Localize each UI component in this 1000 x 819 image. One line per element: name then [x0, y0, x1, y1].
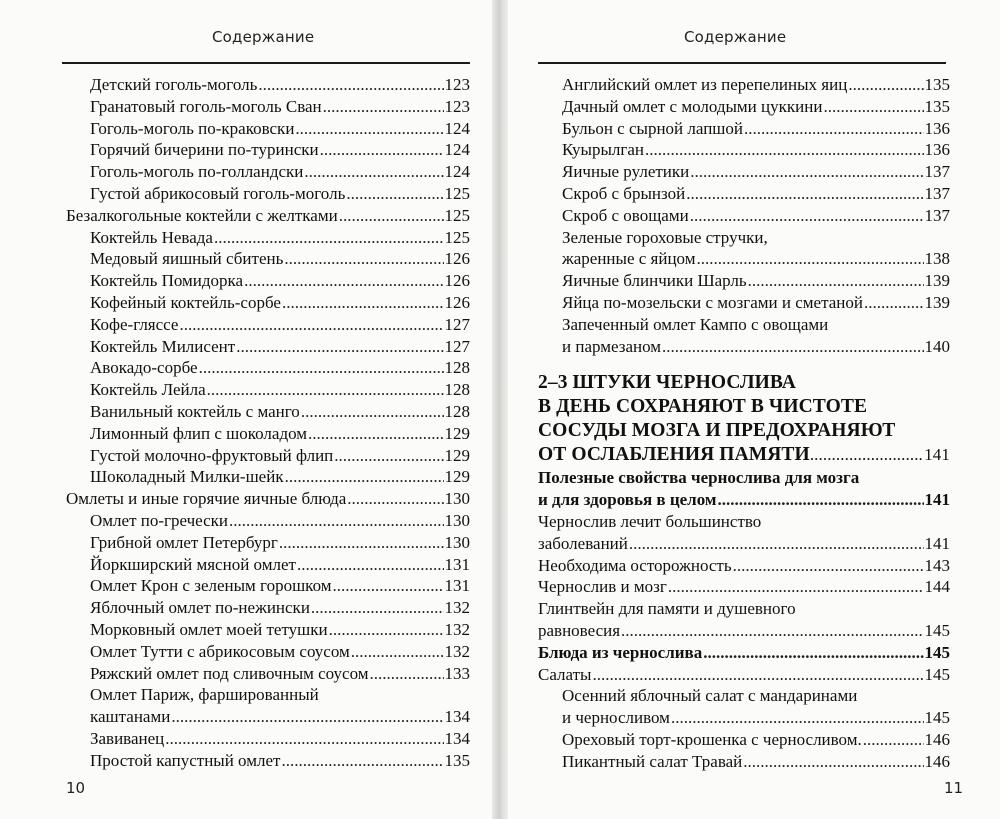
toc-entry	[66, 118, 470, 140]
toc-entry	[538, 205, 950, 227]
toc-entry-title: Коктейль Милисент	[90, 336, 236, 356]
toc-entry	[66, 314, 470, 336]
dot-leader	[323, 96, 444, 118]
dot-leader	[346, 183, 443, 205]
toc-entry	[538, 467, 950, 489]
toc-entry	[66, 270, 470, 292]
toc-entry	[538, 707, 950, 729]
dot-leader	[717, 489, 923, 511]
toc-entry-title: Густой абрикосовый гоголь-моголь	[90, 183, 346, 203]
toc-entry-title: Чернослив лечит большинство	[538, 511, 762, 531]
page-number: 10	[66, 779, 86, 797]
toc-entry	[66, 401, 470, 423]
toc-entry-title: Гоголь-моголь по-голландски	[90, 162, 304, 182]
toc-entry-page: 125	[444, 227, 470, 247]
toc-entry-page: 129	[444, 445, 470, 465]
dot-leader	[703, 642, 923, 664]
toc-entry	[66, 575, 470, 597]
toc-entry	[538, 533, 950, 555]
toc-entry-page: 135	[924, 75, 950, 94]
toc-entry	[538, 314, 950, 336]
toc-entry-title: Кофейный коктейль-сорбе	[90, 292, 281, 312]
left-page	[0, 0, 492, 819]
toc-entry-title: Горячий бичерини по-турински	[90, 140, 319, 160]
toc-entry-title: жаренные с яйцом	[562, 249, 696, 269]
toc-entry-title: Пикантный салат Травай	[562, 751, 743, 771]
toc-entry-title: Гранатовый гоголь-моголь Сван	[90, 96, 322, 116]
toc-entry-page: 125	[444, 205, 470, 225]
toc-entry	[66, 684, 470, 706]
toc-entry	[538, 227, 950, 249]
dot-leader	[351, 641, 444, 663]
dot-leader	[244, 270, 443, 292]
toc-entry	[538, 576, 950, 598]
toc-entry-title: Йоркширский мясной омлет	[90, 554, 296, 574]
dot-leader	[282, 292, 444, 314]
toc-entry-title: и пармезаном	[562, 336, 662, 356]
toc-entry	[538, 74, 950, 96]
toc-entry	[66, 619, 470, 641]
toc-entry	[66, 445, 470, 467]
toc-entry-page: 130	[444, 532, 470, 552]
toc-entry	[66, 423, 470, 445]
dot-leader	[304, 161, 443, 183]
toc-entry-title: Омлет Тутти с абрикосовым соусом	[90, 641, 350, 661]
header-rule	[538, 62, 946, 64]
toc-entry-page: 124	[444, 118, 470, 138]
toc-entry-title: Осенний яблочный салат с мандаринами	[562, 686, 858, 706]
dot-leader	[592, 664, 923, 686]
toc-entry-page: 139	[924, 292, 950, 312]
dot-leader	[214, 227, 444, 249]
toc-entry-title: Яйца по-мозельски с мозгами и сметаной	[562, 292, 863, 312]
toc-entry-page: 127	[444, 314, 470, 334]
dot-leader	[733, 555, 924, 577]
toc-entry-page: 124	[444, 162, 470, 182]
toc-entry	[66, 466, 470, 488]
toc-entry-page: 126	[444, 249, 470, 269]
dot-leader	[629, 533, 924, 555]
dot-leader	[823, 96, 923, 118]
dot-leader	[295, 118, 443, 140]
dot-leader	[284, 248, 443, 270]
toc-entry-title: Омлеты и иные горячие яичные блюда	[66, 489, 347, 509]
toc-entry-page: 145	[924, 708, 950, 728]
toc-entry	[66, 183, 470, 205]
dot-leader	[279, 532, 444, 554]
right-page	[508, 0, 1000, 819]
toc-entry-title: Омлет Крон с зеленым горошком	[90, 576, 332, 596]
toc-entry	[538, 729, 950, 751]
toc-entry-title: каштанами	[90, 707, 171, 727]
toc-entry	[66, 139, 470, 161]
dot-leader	[347, 488, 443, 510]
toc-entry-title: Детский гоголь-моголь	[90, 75, 258, 94]
toc-entry-page: 146	[924, 729, 950, 749]
toc-entry-title: Глинтвейн для памяти и душевного	[538, 599, 796, 619]
dot-leader	[207, 379, 444, 401]
toc-entry-page: 124	[444, 140, 470, 160]
toc-entry-page: 123	[444, 96, 470, 116]
toc-entry	[538, 664, 950, 686]
toc-entry-title: Грибной омлет Петербург	[90, 532, 278, 552]
toc-entry-page: 130	[444, 489, 470, 509]
toc-entry-page: 134	[444, 728, 470, 748]
dot-leader	[165, 728, 443, 750]
toc-entry-title: Медовый яишный сбитень	[90, 249, 284, 269]
toc-list	[66, 74, 470, 772]
toc-entry	[66, 227, 470, 249]
toc-entry-title: Завиванец	[90, 728, 165, 748]
toc-entry	[538, 685, 950, 707]
toc-entry-title: Блюда из чернослива	[538, 642, 703, 662]
toc-entry	[538, 161, 950, 183]
dot-leader	[229, 510, 443, 532]
toc-entry-title: Авокадо-сорбе	[90, 358, 198, 378]
toc-entry	[538, 248, 950, 270]
page-number: 11	[944, 779, 964, 797]
toc-entry	[538, 118, 950, 140]
dot-leader	[697, 248, 924, 270]
chapter-heading-line	[538, 443, 950, 467]
chapter-heading-line: СОСУДЫ МОЗГА И ПРЕДОХРАНЯЮТ	[538, 420, 896, 442]
dot-leader	[864, 292, 924, 314]
toc-entry-title: заболеваний	[538, 533, 628, 553]
dot-leader	[311, 597, 444, 619]
toc-entry	[66, 488, 470, 510]
dot-leader	[320, 139, 444, 161]
toc-entry-title: Омлет Париж, фаршированный	[90, 685, 319, 705]
toc-entry-title: Морковный омлет моей тетушки	[90, 619, 328, 639]
toc-entry-title: Яичные рулетики	[562, 162, 690, 182]
toc-entry-title: Омлет по-гречески	[90, 510, 229, 530]
toc-entry-title: Яичные блинчики Шарль	[562, 271, 747, 291]
toc-entry-title: Необходима осторожность	[538, 555, 732, 575]
toc-entry-title: Скроб с брынзой	[562, 183, 686, 203]
chapter-heading-line: В ДЕНЬ СОХРАНЯЮТ В ЧИСТОТЕ	[538, 396, 868, 418]
running-header: Содержание	[684, 28, 787, 46]
toc-entry-title: Ряжский омлет под сливочным соусом	[90, 663, 369, 683]
toc-entry-page: 125	[444, 183, 470, 203]
toc-entry	[66, 728, 470, 750]
dot-leader	[281, 750, 443, 772]
dot-leader	[748, 270, 924, 292]
toc-entry	[66, 379, 470, 401]
dot-leader	[810, 443, 924, 467]
chapter-heading	[538, 371, 950, 467]
toc-entry	[538, 751, 950, 773]
toc-entry-page: 140	[924, 336, 950, 356]
dot-leader	[863, 729, 924, 751]
toc-entry-title: Запеченный омлет Кампо с овощами	[562, 314, 829, 334]
toc-entry-page: 132	[444, 619, 470, 639]
dot-leader	[744, 118, 924, 140]
toc-entry-title: Кофе-гляссе	[90, 314, 179, 334]
toc-entry	[538, 642, 950, 664]
dot-leader	[662, 336, 923, 358]
toc-entry	[66, 750, 470, 772]
toc-entry-page: 141	[924, 490, 950, 510]
toc-entry-title: Яблочный омлет по-нежински	[90, 598, 310, 618]
toc-entry-title: и для здоровья в целом	[538, 490, 717, 510]
toc-entry-page: 133	[444, 663, 470, 683]
dot-leader	[285, 466, 444, 488]
dot-leader	[199, 357, 444, 379]
toc-entry-page: 146	[924, 751, 950, 771]
toc-entry-page: 123	[444, 75, 470, 94]
toc-entry-page: 128	[444, 380, 470, 400]
toc-entry-title: Английский омлет из перепелиных яиц	[562, 75, 848, 94]
toc-entry	[66, 706, 470, 728]
dot-leader	[334, 445, 443, 467]
dot-leader	[236, 336, 443, 358]
dot-leader	[671, 707, 924, 729]
toc-entry-page: 129	[444, 423, 470, 443]
toc-entry	[538, 183, 950, 205]
running-header: Содержание	[212, 28, 315, 46]
dot-leader	[333, 575, 444, 597]
toc-entry-title: Ванильный коктейль с манго	[90, 401, 300, 421]
toc-entry-page: 137	[924, 162, 950, 182]
toc-entry-title: Скроб с овощами	[562, 205, 689, 225]
toc-entry-page: 136	[924, 118, 950, 138]
toc-entry-page: 131	[444, 576, 470, 596]
dot-leader	[668, 576, 924, 598]
toc-entry-page: 144	[924, 577, 950, 597]
toc-entry	[66, 248, 470, 270]
dot-leader	[686, 183, 923, 205]
toc-entry	[66, 96, 470, 118]
dot-leader	[171, 706, 443, 728]
toc-entry	[66, 336, 470, 358]
toc-entry	[538, 96, 950, 118]
toc-entry	[538, 489, 950, 511]
toc-entry	[538, 292, 950, 314]
toc-entry-page: 130	[444, 510, 470, 530]
toc-entry-page: 137	[924, 183, 950, 203]
toc-entry-page: 128	[444, 358, 470, 378]
toc-entry	[538, 139, 950, 161]
dot-leader	[297, 554, 444, 576]
toc-entry-title: Дачный омлет с молодыми цуккини	[562, 96, 823, 116]
toc-entry-page: 132	[444, 641, 470, 661]
toc-entry	[538, 511, 950, 533]
toc-entry-page: 135	[444, 750, 470, 770]
toc-entry-title: Коктейль Лейла	[90, 380, 206, 400]
toc-entry-title: и черносливом	[562, 708, 670, 728]
toc-entry	[66, 554, 470, 576]
chapter-page: 141	[924, 445, 950, 465]
toc-list	[538, 74, 950, 773]
toc-entry-title: Коктейль Невада	[90, 227, 213, 247]
toc-entry-page: 145	[924, 642, 950, 662]
toc-entry-page: 126	[444, 271, 470, 291]
toc-entry-title: Густой молочно-фруктовый флип	[90, 445, 334, 465]
toc-entry	[66, 292, 470, 314]
dot-leader	[308, 423, 443, 445]
toc-entry-page: 139	[924, 271, 950, 291]
toc-entry	[66, 641, 470, 663]
toc-entry-page: 137	[924, 205, 950, 225]
toc-entry	[66, 597, 470, 619]
toc-group-top	[538, 74, 950, 357]
toc-entry-page: 145	[924, 664, 950, 684]
dot-leader	[258, 74, 443, 96]
toc-entry-title: равновесия	[538, 620, 621, 640]
dot-leader	[301, 401, 444, 423]
toc-entry	[538, 598, 950, 620]
toc-entry-title: Куырылган	[562, 140, 645, 160]
toc-entry-title: Лимонный флип с шоколадом	[90, 423, 308, 443]
toc-entry-title: Чернослив и мозг	[538, 577, 667, 597]
dot-leader	[690, 161, 923, 183]
toc-entry-page: 145	[924, 620, 950, 640]
toc-entry-title: Салаты	[538, 664, 592, 684]
toc-entry-title: Ореховый торт-крошенка с черносливом.	[562, 729, 862, 749]
toc-entry-title: Зеленые гороховые стручки,	[562, 227, 768, 247]
toc-entry-title: Полезные свойства чернослива для мозга	[538, 468, 860, 488]
toc-entry-page: 129	[444, 467, 470, 487]
dot-leader	[179, 314, 443, 336]
toc-entry-title: Шоколадный Милки-шейк	[90, 467, 284, 487]
toc-entry-page: 132	[444, 598, 470, 618]
toc-entry-page: 134	[444, 707, 470, 727]
toc-group-bottom	[538, 467, 950, 772]
toc-entry-title: Коктейль Помидорка	[90, 271, 244, 291]
toc-entry-page: 141	[924, 533, 950, 553]
toc-entry-title: Бульон с сырной лапшой	[562, 118, 743, 138]
toc-entry-page: 126	[444, 292, 470, 312]
toc-entry-page: 127	[444, 336, 470, 356]
toc-entry	[66, 510, 470, 532]
chapter-heading-line: 2–3 ШТУКИ ЧЕРНОСЛИВА	[538, 372, 796, 394]
toc-entry	[66, 205, 470, 227]
toc-entry-title: Безалкогольные коктейли с желтками	[66, 205, 338, 225]
dot-leader	[645, 139, 923, 161]
dot-leader	[329, 619, 444, 641]
toc-entry-page: 136	[924, 140, 950, 160]
toc-entry	[66, 532, 470, 554]
toc-entry	[66, 357, 470, 379]
dot-leader	[370, 663, 444, 685]
toc-entry-title: Простой капустный омлет	[90, 750, 281, 770]
dot-leader	[743, 751, 923, 773]
toc-entry	[538, 620, 950, 642]
toc-entry-page: 131	[444, 554, 470, 574]
dot-leader	[621, 620, 923, 642]
toc-entry-page: 143	[924, 555, 950, 575]
toc-entry	[538, 555, 950, 577]
toc-entry	[66, 663, 470, 685]
toc-entry-page: 128	[444, 401, 470, 421]
toc-entry	[538, 270, 950, 292]
header-rule	[62, 62, 470, 64]
toc-entry	[66, 161, 470, 183]
toc-entry-page: 135	[924, 96, 950, 116]
dot-leader	[848, 74, 923, 96]
toc-entry	[538, 336, 950, 358]
toc-entry-title: Гоголь-моголь по-краковски	[90, 118, 295, 138]
dot-leader	[339, 205, 444, 227]
dot-leader	[690, 205, 924, 227]
toc-entry-page: 138	[924, 249, 950, 269]
toc-entry	[66, 74, 470, 96]
book-gutter	[492, 0, 508, 819]
chapter-heading-text: ОТ ОСЛАБЛЕНИЯ ПАМЯТИ	[538, 444, 810, 466]
